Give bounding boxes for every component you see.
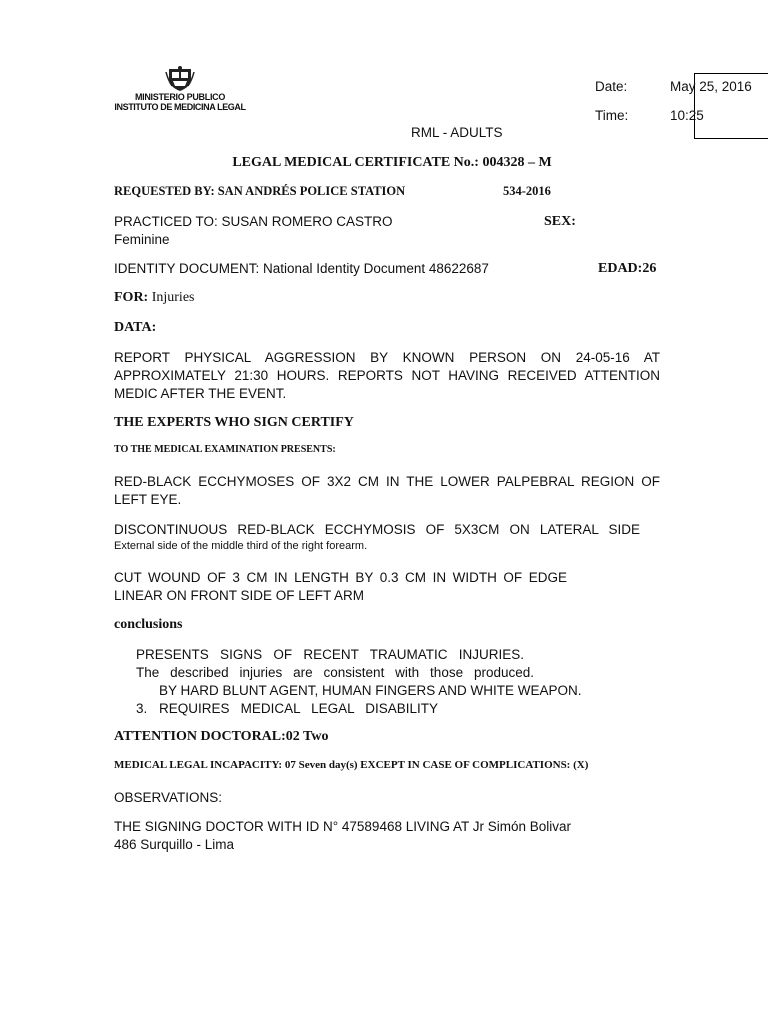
rml-label: RML - ADULTS [411, 125, 503, 140]
conclusion-text: REQUIRES MEDICAL LEGAL DISABILITY [159, 701, 438, 716]
data-label: DATA: [114, 320, 157, 335]
finding-line: DISCONTINUOUS RED-BLACK ECCHYMOSIS OF 5X3CM ON LATERAL SIDE [114, 522, 640, 537]
for-value: Injuries [151, 290, 195, 305]
conclusion-2b: BY HARD BLUNT AGENT, HUMAN FINGERS AND WHITE WEAPON. [159, 683, 582, 698]
date-value: May 25, 2016 [670, 79, 752, 94]
conclusion-text: PRESENTS SIGNS OF RECENT TRAUMATIC INJURIES. [136, 647, 524, 662]
date-label: Date: [595, 79, 628, 94]
org-name-line2: INSTITUTO DE MEDICINA LEGAL [114, 102, 246, 112]
conclusion-2a [136, 664, 534, 682]
sex-label: SEX: [544, 214, 576, 229]
org-name-line1: MINISTERIO PUBLICO [134, 92, 226, 102]
for-label: FOR: [114, 290, 149, 305]
time-label: Time: [595, 108, 629, 123]
conclusions-heading: conclusions [114, 617, 183, 632]
experts-heading: THE EXPERTS WHO SIGN CERTIFY [114, 415, 354, 430]
finding-line: LEFT EYE. [114, 492, 182, 507]
data-line: APPROXIMATELY 21:30 HOURS. REPORTS NOT HAVING RECEIVED ATTENTION [114, 368, 660, 383]
requested-by: REQUESTED BY: SAN ANDRÉS POLICE STATION [114, 184, 406, 198]
finding-2 [114, 521, 640, 539]
data-line: REPORT PHYSICAL AGGRESSION BY KNOWN PERSON ON 24-05-16 AT [114, 350, 660, 365]
identity-document: IDENTITY DOCUMENT: National Identity Document 48622687 [114, 261, 489, 276]
finding-3 [114, 569, 567, 605]
data-paragraph [114, 349, 660, 403]
finding-1 [114, 473, 660, 509]
requested-number: 534-2016 [503, 184, 551, 198]
conclusion-3 [159, 700, 438, 718]
finding-line: LINEAR ON FRONT SIDE OF LEFT ARM [114, 588, 365, 603]
coat-of-arms-icon [165, 66, 195, 92]
finding-2-detail: External side of the middle third of the right forearm. [114, 540, 368, 552]
data-line: MEDIC AFTER THE EVENT. [114, 386, 287, 401]
conclusion-text: The described injuries are consistent with those produced. [136, 665, 534, 680]
for-line [114, 290, 194, 306]
time-value: 10:25 [670, 108, 704, 123]
finding-line: RED-BLACK ECCHYMOSES OF 3X2 CM IN THE LOWER PALPEBRAL REGION OF [114, 474, 660, 489]
edad: EDAD:26 [598, 261, 657, 276]
exam-heading: TO THE MEDICAL EXAMINATION PRESENTS: [114, 444, 336, 455]
conclusion-3-number: 3. [136, 701, 148, 716]
attention-doctoral: ATTENTION DOCTORAL:02 Two [114, 729, 329, 744]
signing-doctor-line2: 486 Surquillo - Lima [114, 837, 235, 852]
certificate-title: LEGAL MEDICAL CERTIFICATE No.: 004328 – M [232, 155, 552, 170]
conclusion-1 [136, 646, 524, 664]
observations-label: OBSERVATIONS: [114, 790, 223, 805]
legal-incapacity: MEDICAL LEGAL INCAPACITY: 07 Seven day(s) EXCEPT IN CASE OF COMPLICATIONS: (X) [114, 759, 589, 771]
practiced-to: PRACTICED TO: SUSAN ROMERO CASTRO [114, 214, 393, 229]
sex-value: Feminine [114, 232, 170, 247]
ministry-logo [110, 66, 250, 112]
signing-doctor-line1: THE SIGNING DOCTOR WITH ID N° 47589468 LIVING AT Jr Simón Bolivar [114, 819, 572, 834]
finding-line: CUT WOUND OF 3 CM IN LENGTH BY 0.3 CM IN WIDTH OF EDGE [114, 570, 567, 585]
